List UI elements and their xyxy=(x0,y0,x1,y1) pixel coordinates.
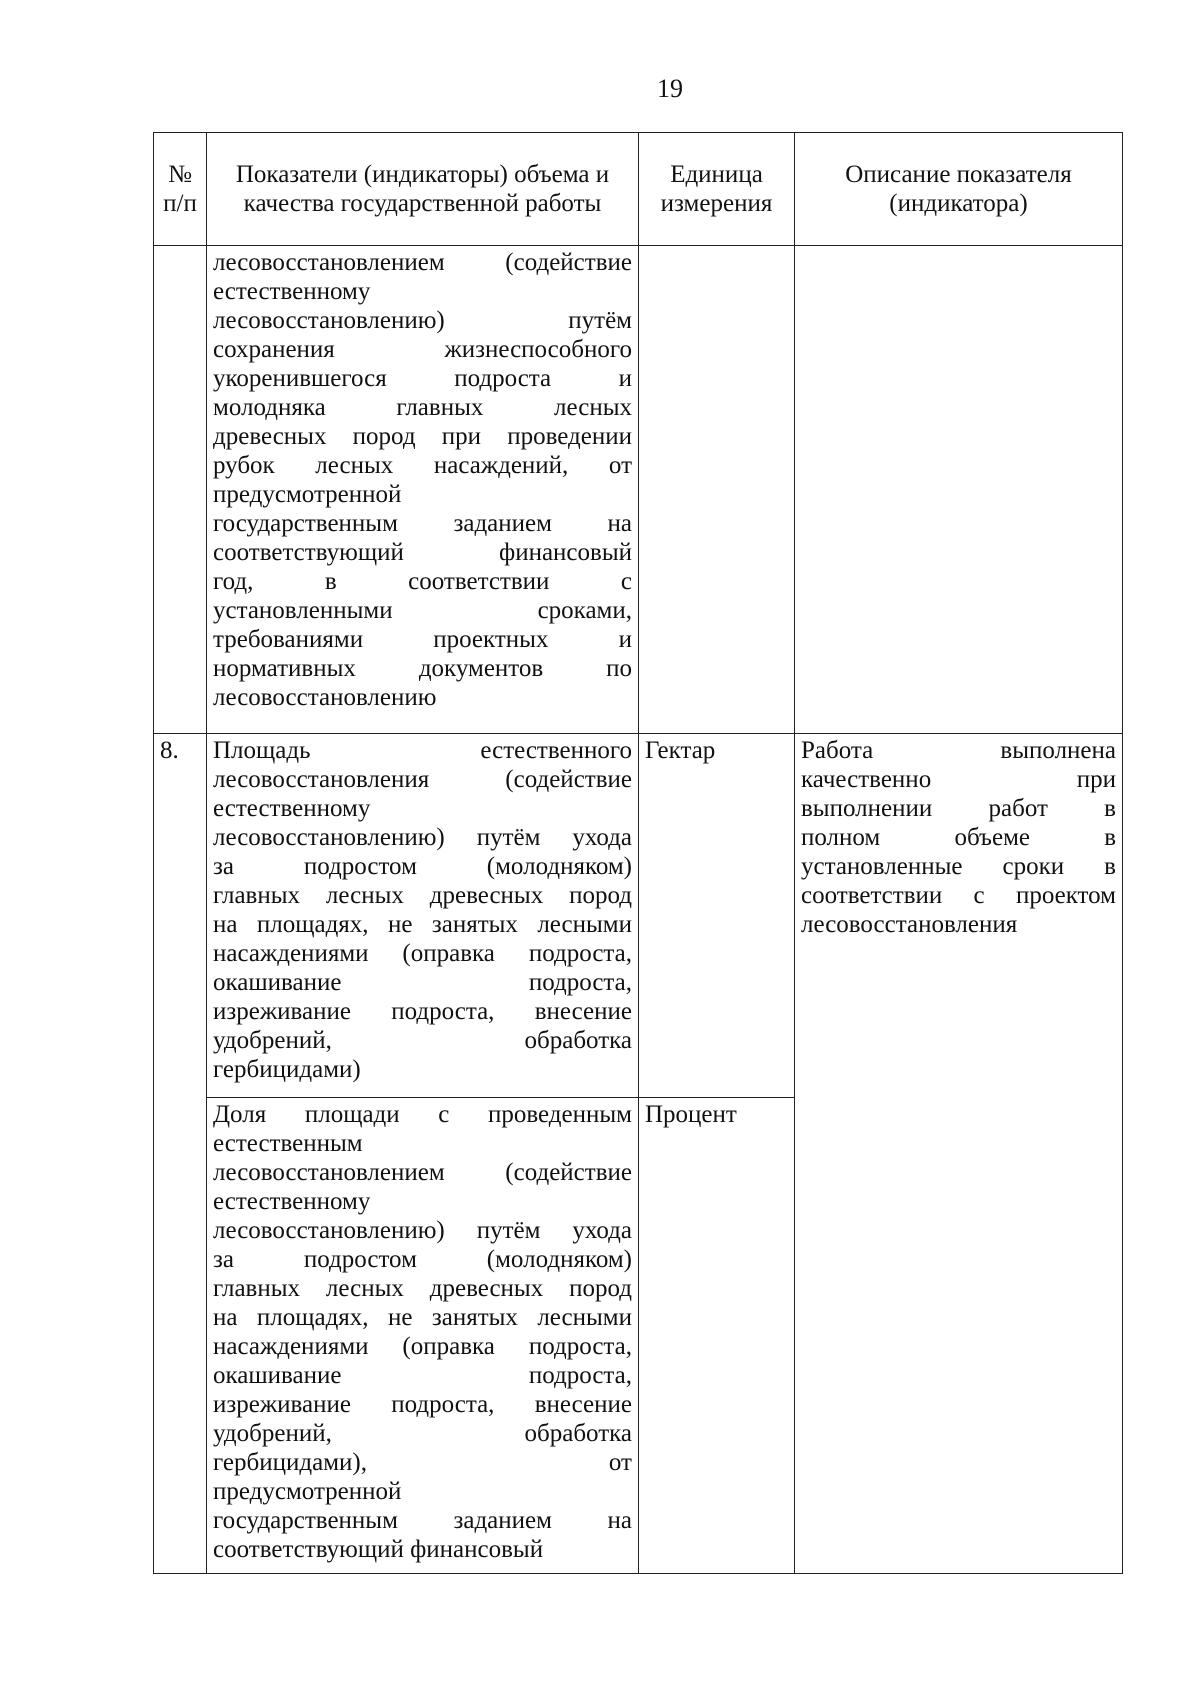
continued-indicator-line: установленными сроками, xyxy=(213,597,632,624)
share-indicator-line: государственным заданием на xyxy=(213,1507,632,1534)
area-indicator-line: на площадях, не занятых лесными xyxy=(213,911,632,938)
continued-indicator-line: рубок лесных насаждений, от xyxy=(213,452,632,479)
share-indicator-line: Доля площади с проведенным xyxy=(213,1101,632,1128)
area-indicator-line: лесовосстановлению) путём ухода xyxy=(213,824,632,851)
cell-description-empty xyxy=(795,246,1123,734)
continued-indicator-line: естественному xyxy=(213,278,371,305)
header-indicator: Показатели (индикаторы) объема и качества государственной работы xyxy=(207,133,639,246)
indicators-table xyxy=(153,132,1123,1574)
continued-indicator-line: нормативных документов по xyxy=(213,655,632,682)
share-indicator-line: главных лесных древесных пород xyxy=(213,1275,632,1302)
cell-unit-empty xyxy=(639,246,795,734)
description-line: соответствии с проектом xyxy=(801,882,1116,909)
description-line: качественно при xyxy=(801,766,1116,793)
header-unit: Единица измерения xyxy=(639,133,795,246)
area-indicator-line: удобрений, обработка xyxy=(213,1027,632,1054)
cell-indicator-share xyxy=(207,1098,639,1574)
share-indicator-line: окашивание подроста, xyxy=(213,1362,632,1389)
area-indicator-line: окашивание подроста, xyxy=(213,969,632,996)
area-indicator-line: естественному xyxy=(213,795,371,822)
cell-num-empty xyxy=(154,246,207,734)
continued-indicator-line: соответствующий финансовый xyxy=(213,539,632,566)
continued-indicator-line: древесных пород при проведении xyxy=(213,423,632,450)
page-number: 19 xyxy=(657,74,683,103)
cell-indicator-area xyxy=(207,734,639,1098)
share-indicator-line: насаждениями (оправка подроста, xyxy=(213,1333,632,1360)
continued-indicator-line: лесовосстановлением (содействие xyxy=(213,249,632,276)
cell-unit-hectare: Гектар xyxy=(639,734,795,1098)
table-row-8a xyxy=(154,734,1123,1098)
continued-indicator-line: укоренившегося подроста и xyxy=(213,365,632,392)
share-indicator-line: изреживание подроста, внесение xyxy=(213,1391,632,1418)
continued-indicator-line: государственным заданием на xyxy=(213,510,632,537)
share-indicator-line: соответствующий финансовый xyxy=(213,1536,544,1563)
continued-indicator-line: молодняка главных лесных xyxy=(213,394,632,421)
share-indicator-line: гербицидами), от xyxy=(213,1449,632,1476)
share-indicator-line: лесовосстановлением (содействие xyxy=(213,1159,632,1186)
share-indicator-line: удобрений, обработка xyxy=(213,1420,632,1447)
share-indicator-line: лесовосстановлению) путём ухода xyxy=(213,1217,632,1244)
share-indicator-line: естественным xyxy=(213,1130,363,1157)
header-description: Описание показателя (индикатора) xyxy=(795,133,1123,246)
area-indicator-line: за подростом (молодняком) xyxy=(213,853,632,880)
area-indicator-line: лесовосстановления (содействие xyxy=(213,766,632,793)
area-indicator-line: главных лесных древесных пород xyxy=(213,882,632,909)
continued-indicator-line: лесовосстановлению) путём xyxy=(213,307,632,334)
cell-indicator-continued xyxy=(207,246,639,734)
area-indicator-line: Площадь естественного xyxy=(213,737,632,764)
share-indicator-line: естественному xyxy=(213,1188,371,1215)
description-line: Работа выполнена xyxy=(801,737,1116,764)
cell-description-8 xyxy=(795,734,1123,1574)
continued-indicator-line: год, в соответствии с xyxy=(213,568,632,595)
continued-indicator-line: требованиями проектных и xyxy=(213,626,632,653)
share-indicator-line: за подростом (молодняком) xyxy=(213,1246,632,1273)
continued-indicator-line: сохранения жизнеспособного xyxy=(213,336,632,363)
description-line: выполнении работ в xyxy=(801,795,1116,822)
description-line: установленные сроки в xyxy=(801,853,1116,880)
description-line: полном объеме в xyxy=(801,824,1116,851)
description-line: лесовосстановления xyxy=(801,911,1018,938)
table-row-continued xyxy=(154,246,1123,734)
header-num: № п/п xyxy=(154,133,207,246)
cell-unit-percent: Процент xyxy=(639,1098,795,1574)
continued-indicator-line: лесовосстановлению xyxy=(213,684,437,711)
table-header-row xyxy=(154,133,1123,246)
share-indicator-line: на площадях, не занятых лесными xyxy=(213,1304,632,1331)
share-indicator-line: предусмотренной xyxy=(213,1478,402,1505)
area-indicator-line: насаждениями (оправка подроста, xyxy=(213,940,632,967)
continued-indicator-line: предусмотренной xyxy=(213,481,402,508)
area-indicator-line: изреживание подроста, внесение xyxy=(213,998,632,1025)
cell-num-8: 8. xyxy=(154,734,207,1574)
area-indicator-line: гербицидами) xyxy=(213,1056,361,1083)
